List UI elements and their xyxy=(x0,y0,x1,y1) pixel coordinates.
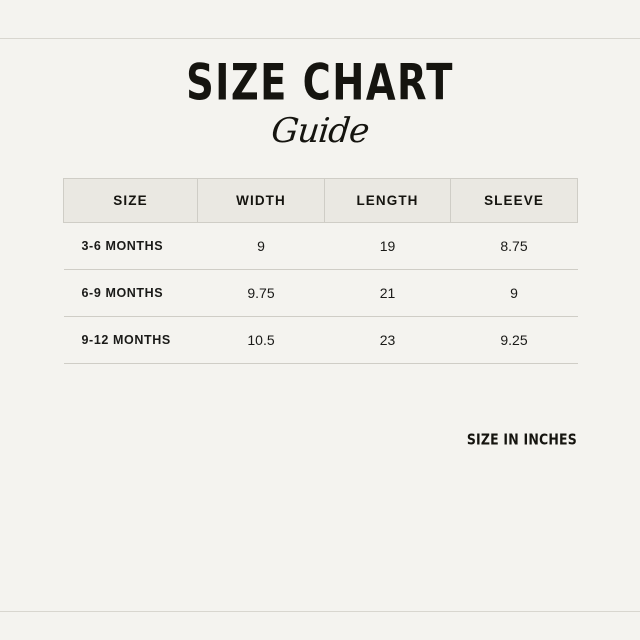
row-label-6-9-months: 6-9 MONTHS xyxy=(64,270,198,317)
column-header-size: SIZE xyxy=(64,179,198,223)
cell-sleeve: 9 xyxy=(451,270,578,317)
cell-sleeve: 9.25 xyxy=(451,317,578,364)
cell-length: 21 xyxy=(325,270,451,317)
cell-width: 9.75 xyxy=(198,270,325,317)
row-label-9-12-months: 9-12 MONTHS xyxy=(64,317,198,364)
chart-header xyxy=(0,54,640,151)
page-title: SIZE CHART xyxy=(186,54,454,112)
size-table xyxy=(63,178,578,364)
top-divider xyxy=(0,38,640,39)
column-header-width: WIDTH xyxy=(198,179,325,223)
page-subtitle: Guide xyxy=(269,111,371,151)
table-header-row xyxy=(64,179,578,223)
table-row xyxy=(64,223,578,270)
cell-width: 9 xyxy=(198,223,325,270)
row-label-3-6-months: 3-6 MONTHS xyxy=(64,223,198,270)
table-row xyxy=(64,317,578,364)
column-header-length: LENGTH xyxy=(325,179,451,223)
column-header-sleeve: SLEEVE xyxy=(451,179,578,223)
cell-length: 19 xyxy=(325,223,451,270)
cell-sleeve: 8.75 xyxy=(451,223,578,270)
table-row xyxy=(64,270,578,317)
unit-note: SIZE IN INCHES xyxy=(466,430,577,448)
size-table-container xyxy=(63,178,577,364)
cell-width: 10.5 xyxy=(198,317,325,364)
bottom-divider xyxy=(0,611,640,612)
cell-length: 23 xyxy=(325,317,451,364)
